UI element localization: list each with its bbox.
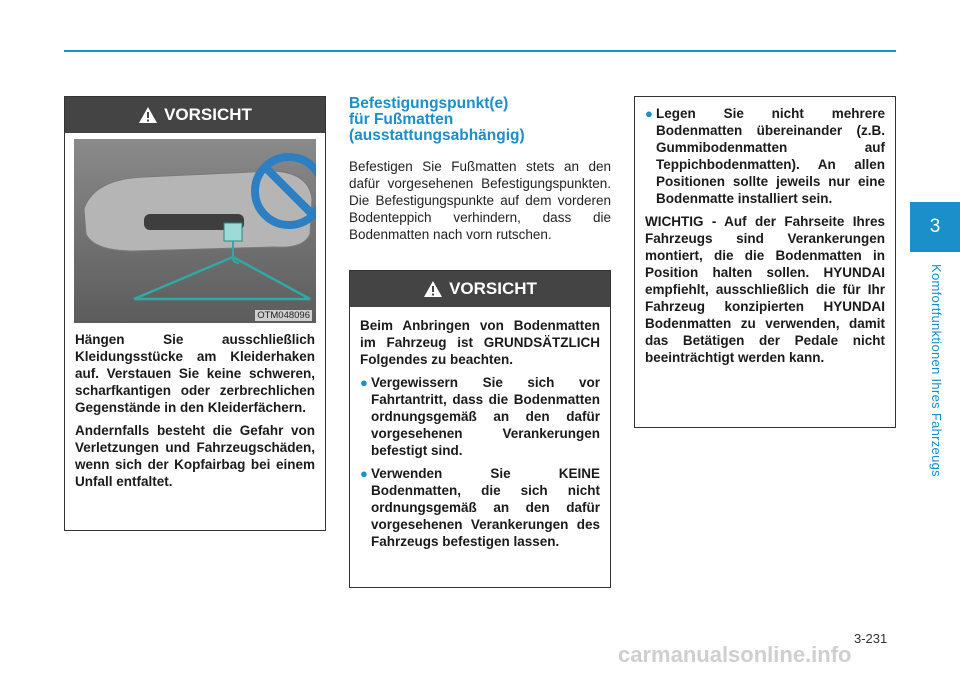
caution-header-label: VORSICHT	[449, 279, 537, 298]
caution-header-label: VORSICHT	[164, 105, 252, 124]
warning-triangle-icon	[423, 280, 443, 298]
top-rule	[64, 50, 896, 52]
caution-box-coat-hook	[64, 96, 326, 531]
caution-paragraph: Andernfalls besteht die Gefahr von Verletzungen und Fahrzeugschäden, wenn sich der Kopfairbag bei einem Unfall entfaltet.	[75, 423, 315, 489]
caution-body	[65, 323, 325, 504]
figure-code: OTM048096	[257, 310, 310, 321]
caution-paragraph: Hängen Sie ausschließlich Kleidungsstücke am Kleiderhaken auf. Verstauen Sie keine schweren, scharfkantigen oder zerbrechlichen Gegenstände in den Kleiderfächern.	[75, 332, 315, 415]
caution-box-floor-mats	[349, 270, 611, 588]
caution-bullet-text: Legen Sie nicht mehrere Bodenmatten übereinander (z.B. Gummibodenmatten auf Teppichbodenmatten). An allen Positionen sollte jeweils nur eine Bodenmatte installiert sein.	[656, 106, 885, 206]
caution-bullet	[360, 374, 600, 459]
section-heading-line: für Fußmatten	[349, 111, 454, 128]
bullet-icon: ●	[645, 106, 653, 121]
warning-triangle-icon	[138, 106, 158, 124]
caution-box-continued	[634, 96, 896, 428]
chapter-title: Komfortfunktionen Ihres Fahrzeugs	[929, 264, 944, 477]
page-number: 3-231	[854, 631, 888, 646]
bullet-icon: ●	[360, 375, 368, 390]
caution-bullet	[360, 465, 600, 550]
caution-intro: Beim Anbringen von Bodenmatten im Fahrzeug ist GRUNDSÄTZLICH Folgendes zu beachten.	[360, 318, 600, 367]
caution-body	[635, 97, 895, 380]
coat-hook-illustration	[74, 139, 316, 323]
caution-header	[65, 97, 325, 133]
section-heading	[349, 96, 611, 144]
caution-bullet-text: Verwenden Sie KEINE Bodenmatten, die sich nicht ordnungsgemäß an den dafür vorgesehenen Verankerungen des Fahrzeugs befestigen lassen.	[371, 466, 600, 549]
caution-bullet	[645, 105, 885, 207]
caution-body	[350, 307, 610, 564]
caution-bullet-text: Vergewissern Sie sich vor Fahrtantritt, dass die Bodenmatten ordnungsgemäß an den dafür vorgesehenen Verankerungen befestigt sind.	[371, 375, 600, 458]
bullet-icon: ●	[360, 466, 368, 481]
chapter-number-tab: 3	[910, 202, 960, 252]
section-heading-line: (ausstattungsabhängig)	[349, 127, 525, 144]
section-heading-line: Befestigungspunkt(e)	[349, 95, 509, 112]
section-intro: Befestigen Sie Fußmatten stets an den dafür vorgesehenen Befestigungspunkten. Die Befestigungspunkte auf dem vorderen Bodenteppich verhindern, dass die Bodenmatten nach vorn rutschen.	[349, 159, 611, 242]
coat-hook-figure	[74, 139, 316, 323]
important-note: WICHTIG - Auf der Fahrseite Ihres Fahrzeugs sind Verankerungen montiert, die die Bodenmatten in Position halten sollen. HYUNDAI empfiehlt, ausschließlich die für Ihr Fahrzeug konzipierten HYUNDAI Bodenmatten zu verwenden, damit das Betätigen der Pedale nicht beeinträchtigt werden kann.	[645, 214, 885, 365]
caution-header	[350, 271, 610, 307]
watermark: carmanualsonline.info	[618, 642, 852, 667]
